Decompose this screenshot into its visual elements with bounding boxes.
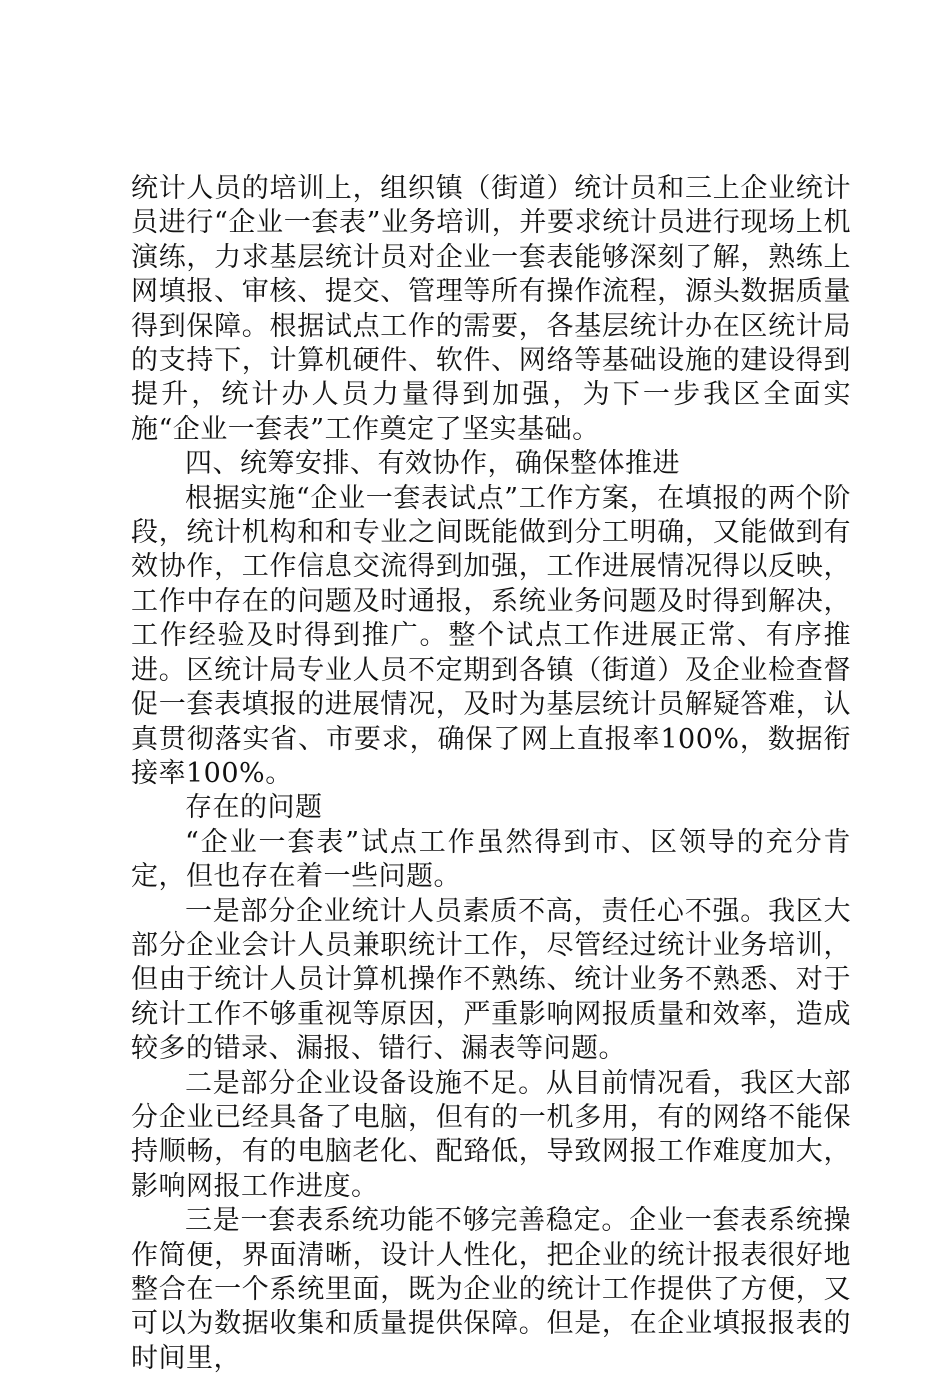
document-body — [131, 172, 851, 1376]
paragraph-problem-three: 三是一套表系统功能不够完善稳定。企业一套表系统操作简便，界面清晰，设计人性化，把企业的统计报表很好地整合在一个系统里面，既为企业的统计工作提供了方便，又可以为数据收集和质量提供保障。但是，在企业填报报表的时间里， — [131, 1205, 851, 1374]
section-heading-problems: 存在的问题 — [185, 792, 323, 824]
paragraph-problem-two: 二是部分企业设备设施不足。从目前情况看，我区大部分企业已经具备了电脑，但有的一机多用，有的网络不能保持顺畅，有的电脑老化、配臵低，导致网报工作难度加大，影响网报工作进度。 — [131, 1067, 851, 1202]
paragraph-problem-one: 一是部分企业统计人员素质不高，责任心不强。我区大部分企业会计人员兼职统计工作，尽管经过统计业务培训，但由于统计人员计算机操作不熟练、统计业务不熟悉、对于统计工作不够重视等原因，严重影响网报质量和效率，造成较多的错录、漏报、错行、漏表等问题。 — [131, 895, 851, 1065]
section-heading-coordination: 四、统筹安排、有效协作，确保整体推进 — [185, 448, 680, 480]
paragraph-training: 统计人员的培训上，组织镇（街道）统计员和三上企业统计员进行“企业一套表”业务培训，并要求统计员进行现场上机演练，力求基层统计员对企业一套表能够深刻了解，熟练上网填报、审核、提交、管理等所有操作流程，源头数据质量得到保障。根据试点工作的需要，各基层统计办在区统计局的支持下，计算机硬件、软件、网络等基础设施的建设得到提升，统计办人员力量得到加强，为下一步我区全面实施“企业一套表”工作奠定了坚实基础。 — [131, 173, 851, 445]
paragraph-problems-intro: “企业一套表”试点工作虽然得到市、区领导的充分肯定，但也存在着一些问题。 — [131, 826, 851, 893]
paragraph-coordination: 根据实施“企业一套表试点”工作方案，在填报的两个阶段，统计机构和和专业之间既能做到分工明确，又能做到有效协作，工作信息交流得到加强，工作进展情况得以反映，工作中存在的问题及时通报，系统业务问题及时得到解决，工作经验及时得到推广。整个试点工作进展正常、有序推进。区统计局专业人员不定期到各镇（街道）及企业检查督促一套表填报的进展情况，及时为基层统计员解疑答难，认真贯彻落实省、市要求，确保了网上直报率100%，数据衔接率100%。 — [131, 482, 851, 789]
